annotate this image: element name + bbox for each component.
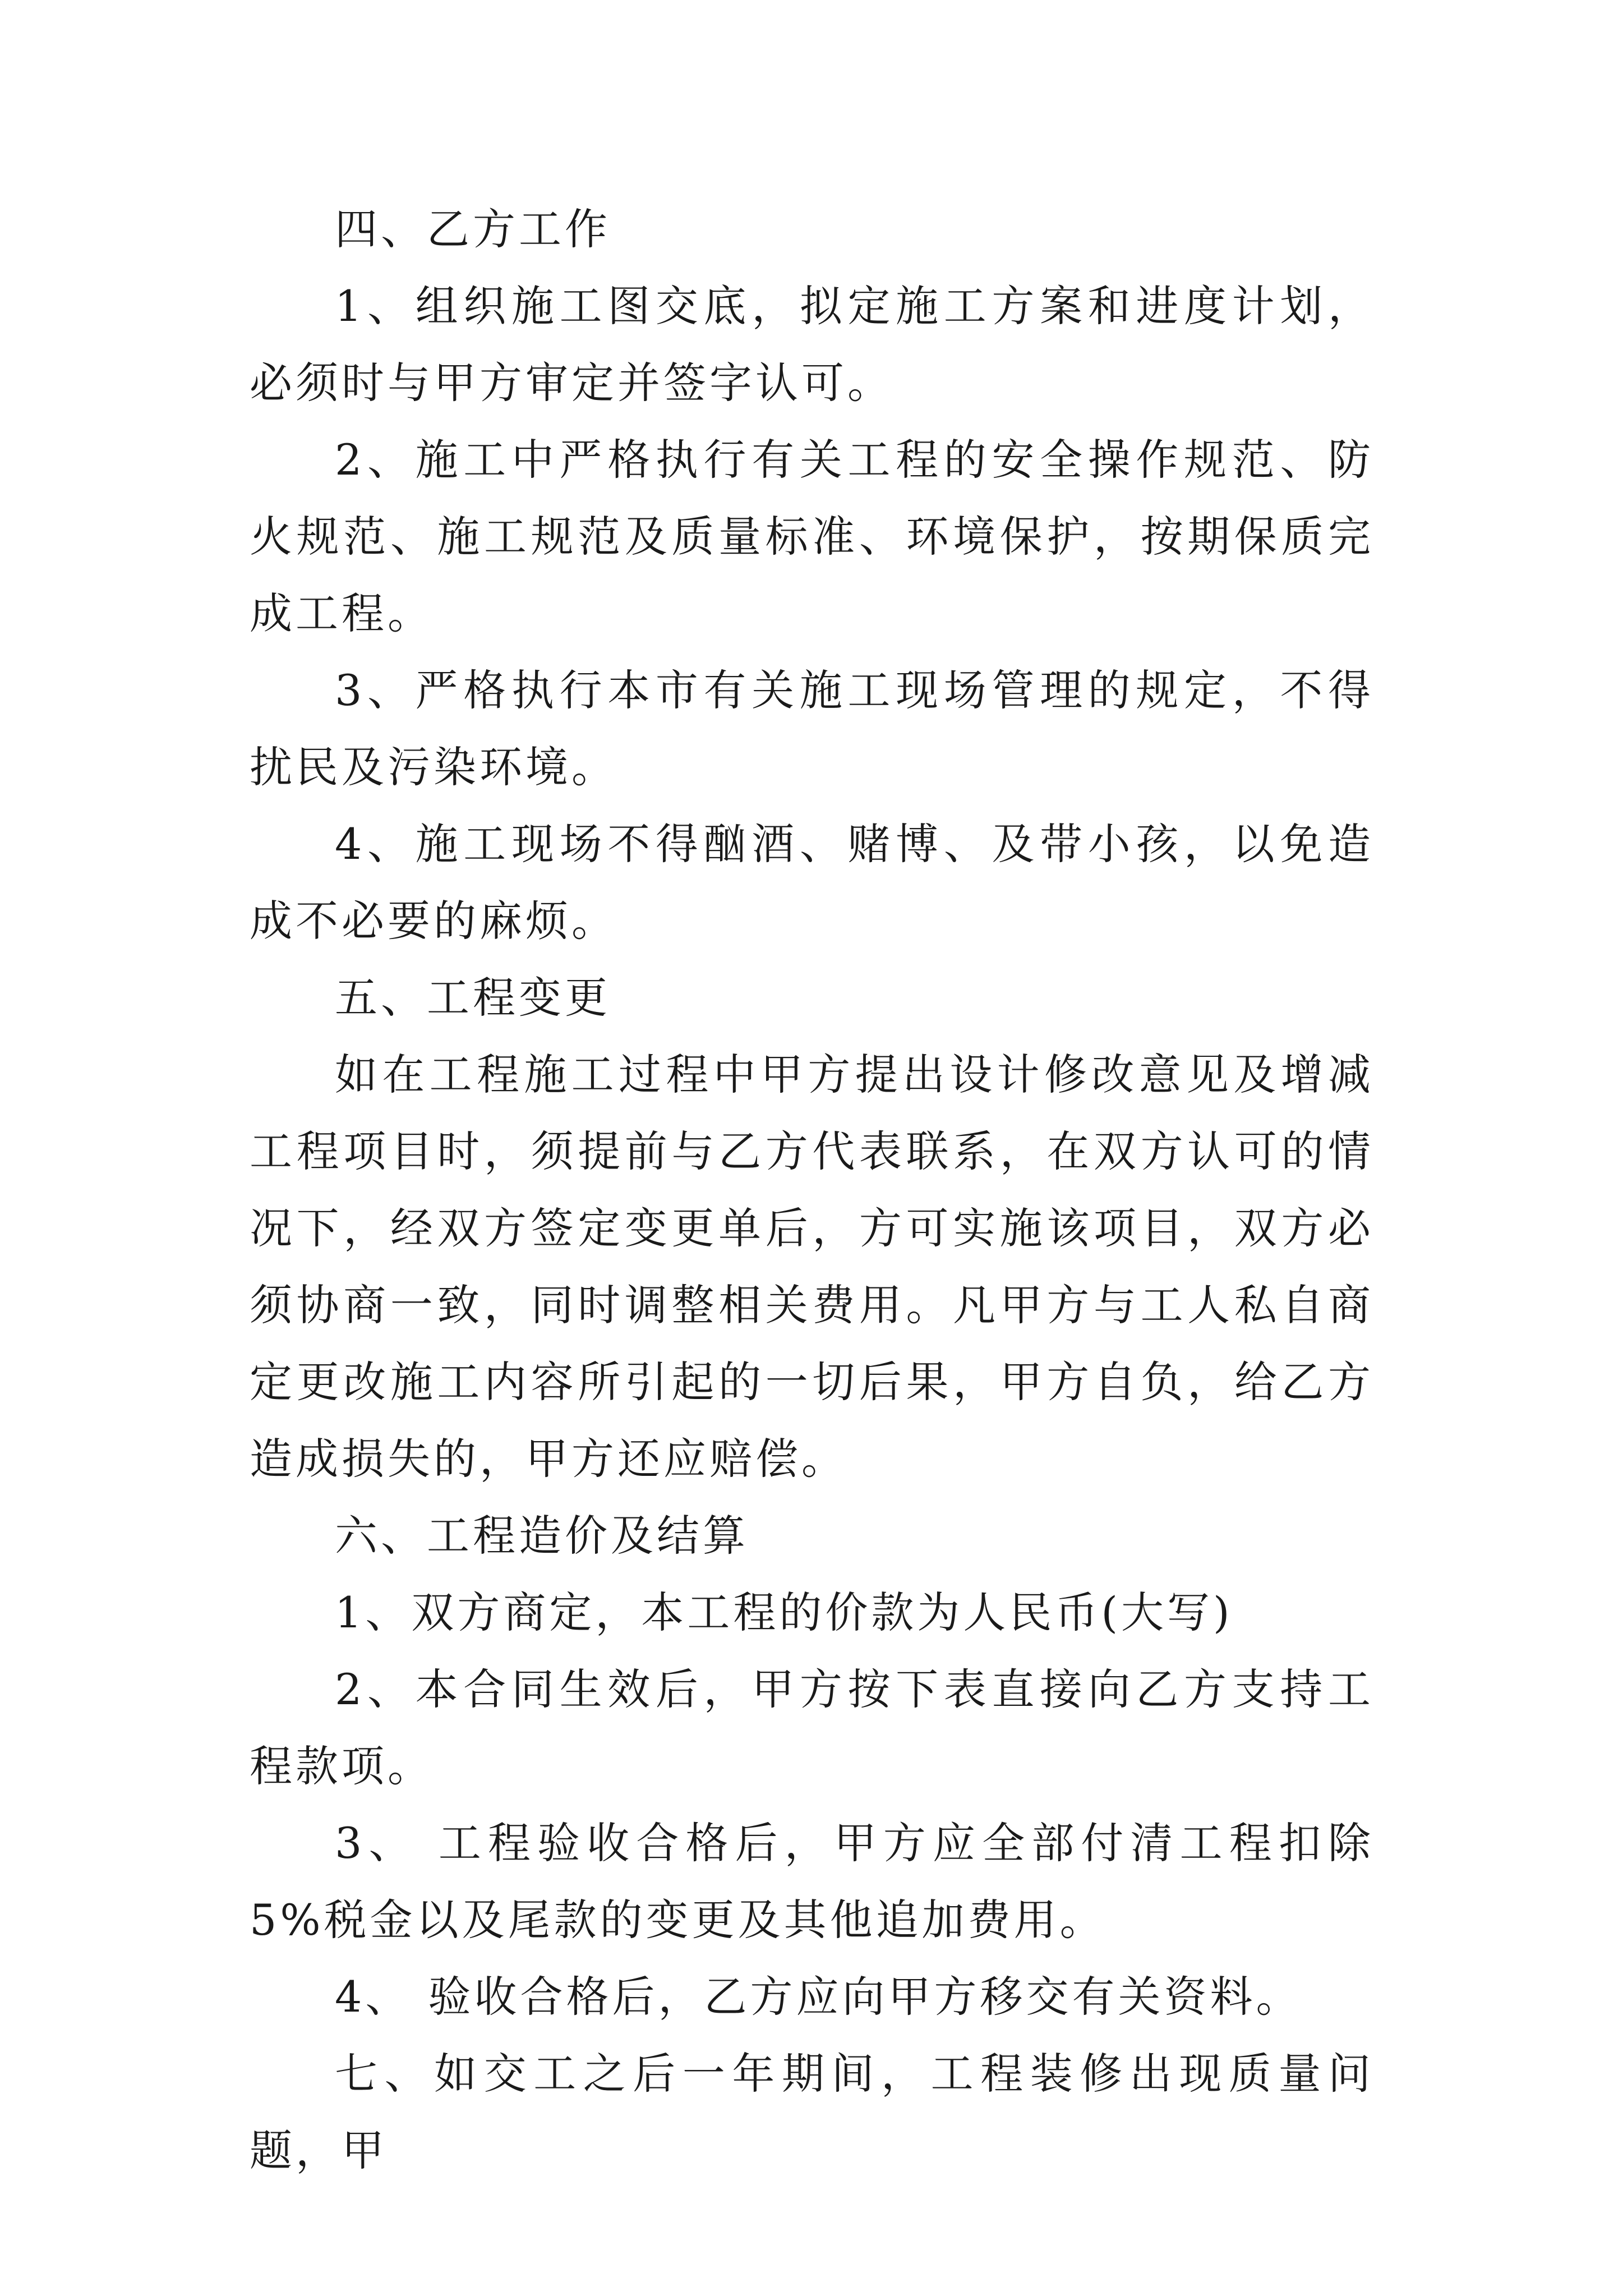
- heading-project-changes: 五、工程变更: [335, 973, 611, 1023]
- document-page: [250, 191, 1374, 2189]
- paragraph-item-3: 3、严格执行本市有关施工现场管理的规定，不得扰民及污染环境。: [250, 665, 1374, 792]
- paragraph-settlement-4: 4、 验收合格后，乙方应向甲方移交有关资料。: [335, 1972, 1302, 2022]
- heading-cost-settlement: 六、工程造价及结算: [335, 1511, 749, 1561]
- paragraph-settlement-1: 1、双方商定，本工程的价款为人民币(大写): [335, 1588, 1233, 1637]
- heading-party-b-duties: 四、乙方工作: [335, 204, 611, 254]
- paragraph-item-2: 2、施工中严格执行有关工程的安全操作规范、防火规范、施工规范及质量标准、环境保护，按期保质完成工程。: [250, 435, 1374, 638]
- paragraph-section-7: 七、如交工之后一年期间，工程装修出现质量问题，甲: [250, 2049, 1374, 2175]
- paragraph-settlement-3: 3、 工程验收合格后，甲方应全部付清工程扣除 5%税金以及尾款的变更及其他追加费用。: [250, 1818, 1374, 1945]
- paragraph-settlement-2: 2、本合同生效后，甲方按下表直接向乙方支持工程款项。: [250, 1664, 1374, 1791]
- paragraph-project-changes: 如在工程施工过程中甲方提出设计修改意见及增减工程项目时，须提前与乙方代表联系，在双方认可的情况下，经双方签定变更单后，方可实施该项目，双方必须协商一致，同时调整相关费用。凡甲方与工人私自商定更改施工内容所引起的一切后果，甲方自负，给乙方造成损失的，甲方还应赔偿。: [250, 1050, 1374, 1484]
- paragraph-item-4: 4、施工现场不得酗酒、赌博、及带小孩，以免造成不必要的麻烦。: [250, 819, 1374, 946]
- paragraph-item-1: 1、组织施工图交底，拟定施工方案和进度计划，必须时与甲方审定并签字认可。: [250, 281, 1374, 408]
